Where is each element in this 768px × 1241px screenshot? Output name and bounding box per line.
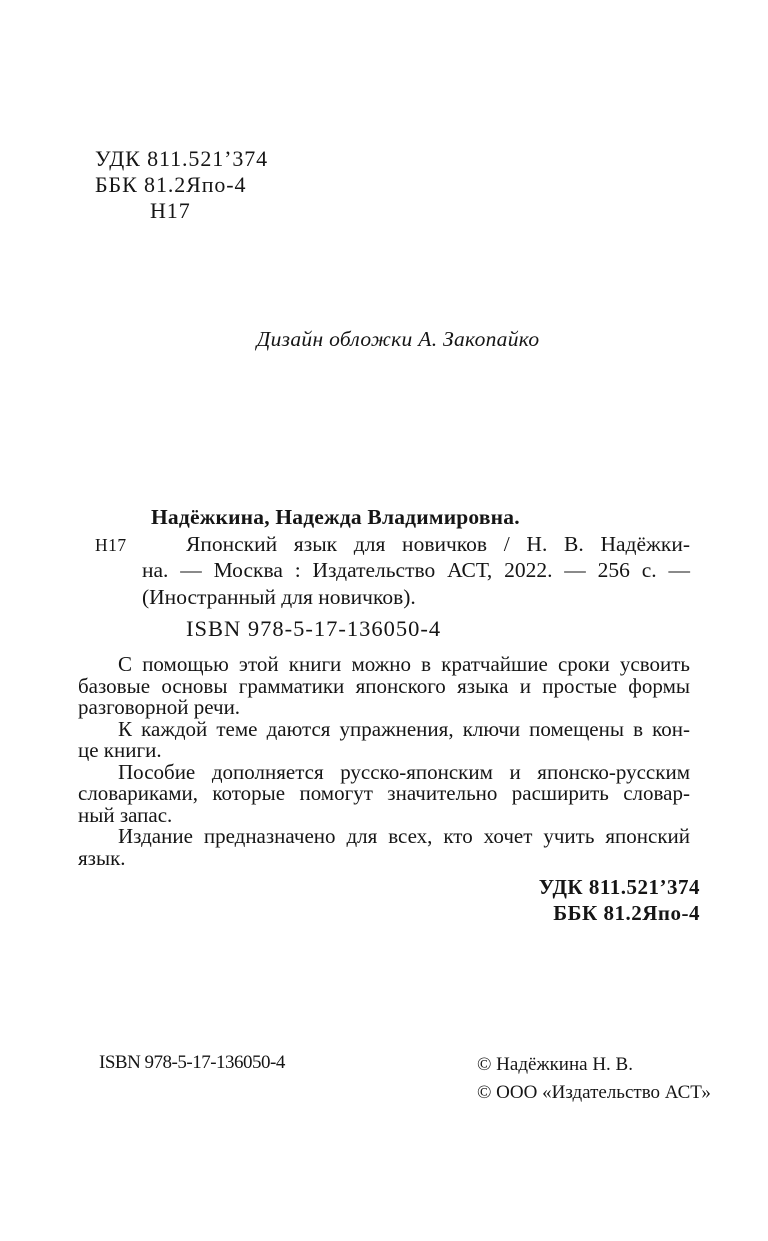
annotation-line: словариками, которые помогут значительно расширить словар-	[78, 781, 690, 805]
isbn-bottom: ISBN 978-5-17-136050-4	[99, 1052, 285, 1073]
copyright-line: © Надёжкина Н. В.	[477, 1054, 633, 1075]
annotation-line: ный запас.	[78, 802, 173, 827]
annotation-line: С помощью этой книги можно в кратчайшие сроки усвоить	[118, 652, 690, 676]
isbn-line: ISBN 978-5-17-136050-4	[186, 616, 442, 642]
annotation-line: К каждой теме даются упражнения, ключи помещены в кон-	[118, 716, 690, 741]
author-sign-margin: Н17	[95, 535, 127, 555]
annotation-line: разговорной речи.	[78, 695, 241, 719]
top-codes-block	[95, 146, 268, 224]
author-sign-top: Н17	[150, 198, 191, 223]
annotation-block	[78, 654, 690, 869]
copyright-line: © ООО «Издательство АСТ»	[477, 1082, 711, 1103]
author-heading: Надёжкина, Надежда Владимировна.	[151, 505, 520, 529]
codes-right-block	[78, 874, 700, 926]
bbk-code-top: ББК 81.2Япо-4	[95, 172, 247, 197]
copyright-block	[477, 1051, 711, 1107]
catalog-card	[95, 504, 690, 643]
udk-code-top: УДК 811.521’374	[95, 146, 269, 171]
bbk-code-right: ББК 81.2Япо-4	[553, 901, 700, 925]
bibliographic-line: на. — Москва : Издательство АСТ, 2022. — 256 с. —	[142, 558, 690, 583]
cover-designer-credit: Дизайн обложки А. Закопайко	[256, 327, 540, 351]
annotation-line: Издание предназначено для всех, кто хочет учить японский	[118, 824, 690, 848]
annotation-line: Пособие дополняется русско-японским и японско-русским	[118, 759, 690, 784]
annotation-line: базовые основы грамматики японского языка и простые формы	[78, 673, 690, 698]
annotation-line: язык.	[78, 845, 126, 870]
bibliographic-line: (Иностранный для новичков).	[142, 584, 416, 609]
bibliographic-line: Японский язык для новичков / Н. В. Надёжки-	[186, 531, 690, 556]
bibliographic-description	[142, 531, 690, 611]
udk-code-right: УДК 811.521’374	[538, 875, 700, 899]
annotation-line: це книги.	[78, 738, 162, 762]
